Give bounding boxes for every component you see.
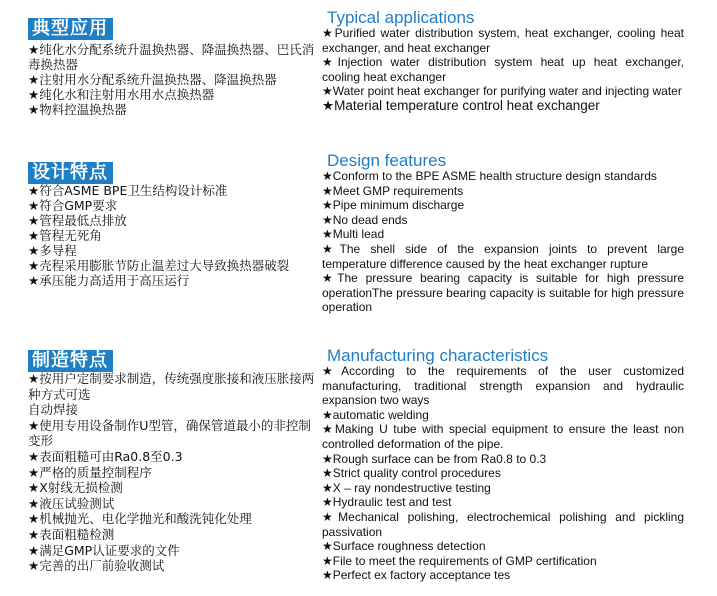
list-item: ★符合GMP要求 bbox=[28, 198, 118, 213]
list-item: ★The shell side of the expansion joints to prevent large temperature difference caused by the heat exchanger rupture bbox=[322, 241, 684, 271]
en-title-design-features: Design features bbox=[327, 151, 447, 170]
list-item: ★注射用水分配系统升温换热器、降温换热器 bbox=[28, 72, 277, 87]
list-item: ★Making U tube with special equipment to ensure the least non controlled deformation of the pipe. bbox=[322, 422, 684, 451]
list-item: ★Conform to the BPE ASME health structure design standards bbox=[322, 169, 657, 183]
list-item: ★符合ASME BPE卫生结构设计标准 bbox=[28, 183, 228, 198]
list-item: ★表面粗糙可由Ra0.8至0.3 bbox=[28, 448, 183, 464]
list-item: ★Purified water distribution system, heat exchanger, cooling heat exchanger, and heat exchanger bbox=[322, 26, 684, 55]
list-item: ★多导程 bbox=[28, 243, 77, 258]
list-item: ★automatic welding bbox=[322, 407, 429, 422]
list-item: 自动焊接 bbox=[28, 402, 79, 418]
list-item: ★满足GMP认证要求的文件 bbox=[28, 542, 180, 558]
list-item: ★According to the requirements of the user customized manufacturing, traditional strength expansion and hydraulic expansion two ways bbox=[322, 364, 684, 408]
zh-title-typical-applications: 典型应用 bbox=[28, 18, 113, 40]
list-item: ★机械抛光、电化学抛光和酸洗钝化处理 bbox=[28, 511, 252, 527]
list-item: ★承压能力高适用于高压运行 bbox=[28, 273, 190, 288]
list-item: ★The pressure bearing capacity is suitable for high pressure operationThe pressure bearing capacity is suitable for high pressure operation bbox=[322, 271, 684, 315]
list-item: ★使用专用设备制作U型管，确保管道最小的非控制变形 bbox=[28, 417, 311, 449]
list-item: ★File to meet the requirements of GMP certification bbox=[322, 553, 597, 568]
list-item: ★纯化水分配系统升温换热器、降温换热器、巴氏消毒换热器 bbox=[28, 42, 315, 72]
list-item: ★X射线无损检测 bbox=[28, 480, 123, 496]
list-item: ★完善的出厂前验收测试 bbox=[28, 558, 165, 574]
list-item: ★纯化水和注射用水用水点换热器 bbox=[28, 87, 215, 102]
list-item: ★壳程采用膨胀节防止温差过大导致换热器破裂 bbox=[28, 258, 290, 273]
list-item: ★No dead ends bbox=[322, 212, 408, 227]
zh-title-manufacturing-characteristics: 制造特点 bbox=[28, 350, 113, 372]
list-item: ★物料控温换热器 bbox=[28, 102, 127, 117]
list-item: ★X – ray nondestructive testing bbox=[322, 480, 491, 495]
list-item: ★Rough surface can be from Ra0.8 to 0.3 bbox=[322, 451, 547, 466]
list-item: ★按用户定制要求制造，传统强度胀接和液压胀接两种方式可选 bbox=[28, 371, 315, 402]
en-title-manufacturing-characteristics: Manufacturing characteristics bbox=[327, 346, 549, 365]
list-item: ★Water point heat exchanger for purifying water and injecting water bbox=[322, 84, 682, 99]
en-list-manufacturing-characteristics bbox=[322, 364, 684, 583]
zh-list-design-features bbox=[28, 183, 318, 288]
en-title-typical-applications: Typical applications bbox=[327, 8, 475, 27]
list-item: ★管程最低点排放 bbox=[28, 213, 127, 228]
list-item: ★Mechanical polishing, electrochemical polishing and pickling passivation bbox=[322, 509, 684, 539]
list-item: ★Multi lead bbox=[322, 227, 385, 242]
list-item: ★Injection water distribution system heat up heat exchanger, cooling heat exchanger bbox=[322, 55, 684, 84]
list-item: ★Surface roughness detection bbox=[322, 539, 486, 554]
list-item: ★Hydraulic test and test bbox=[322, 495, 452, 510]
list-item: ★Perfect ex factory acceptance tes bbox=[322, 568, 511, 583]
list-item: ★液压试验测试 bbox=[28, 495, 115, 511]
en-list-typical-applications bbox=[322, 26, 684, 114]
list-item: ★严格的质量控制程序 bbox=[28, 464, 152, 480]
list-item: ★Strict quality control procedures bbox=[322, 466, 501, 481]
zh-title-design-features: 设计特点 bbox=[28, 162, 113, 184]
zh-list-manufacturing-characteristics bbox=[28, 371, 318, 574]
list-item: ★Meet GMP requirements bbox=[322, 183, 464, 198]
list-item: ★表面粗糙检测 bbox=[28, 526, 115, 542]
list-item: ★Pipe minimum discharge bbox=[322, 198, 465, 213]
en-list-design-features bbox=[322, 169, 684, 315]
zh-list-typical-applications bbox=[28, 42, 318, 117]
list-item: ★Material temperature control heat exchanger bbox=[322, 97, 600, 113]
list-item: ★管程无死角 bbox=[28, 228, 102, 243]
